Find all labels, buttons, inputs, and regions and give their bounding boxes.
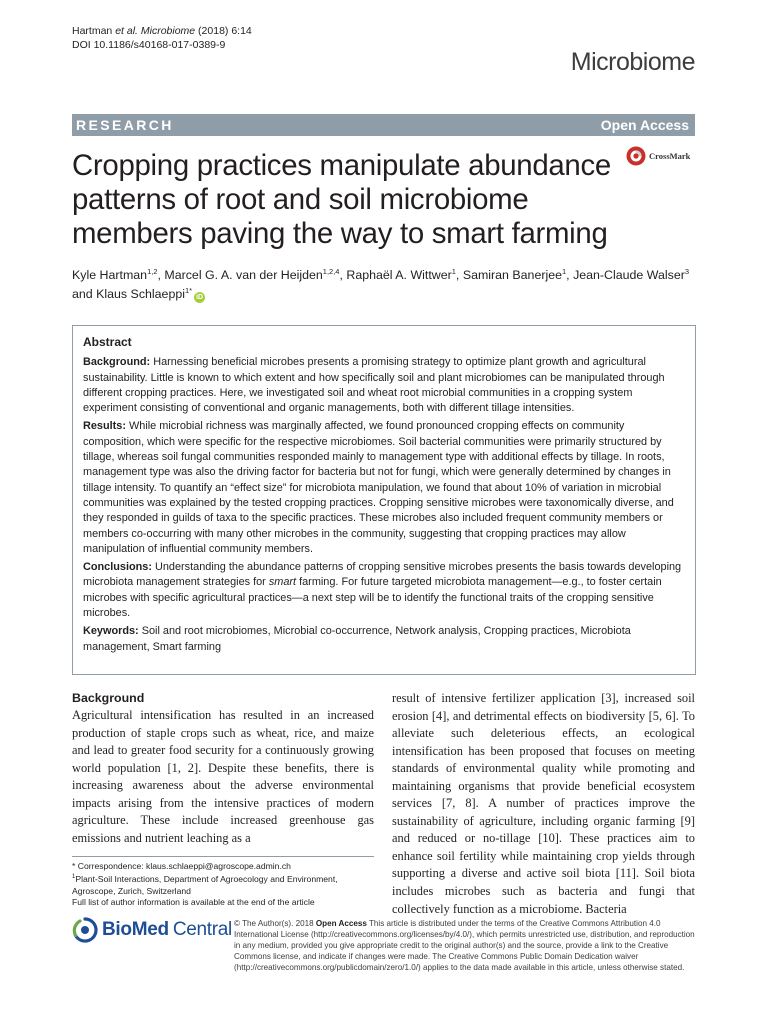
author-separator: , [455,268,463,282]
affiliation-footnote [72,872,374,897]
author-name: and Klaus Schlaeppi [72,286,185,301]
citation-header [72,24,252,52]
abstract-heading: Abstract [83,335,132,349]
citation-year: (2018) 6:14 [195,25,252,37]
orcid-icon[interactable]: iD [196,293,204,301]
author-affiliation: 1* [184,285,193,295]
crossmark-label: CrossMark [649,151,691,161]
license-text: This article is distributed under the terms of the Creative Commons Attribution 4.0 International License (http://creativecommons.org/licenses/by/4.0/), which permits unrestricted use, distribution, and reproduction in any medium, provided you give appropriate credit to the original author(s) and the source, provide a link to the Creative Commons license, and indicate if changes were made. The Creative Commons Public Domain Dedication waiver (http://creativecommons.org/publicdomain/zero/1.0/) applies to the data made available in this article, unless otherwise stated. [234,919,695,973]
citation-authors: Hartman [72,25,116,37]
author-list [72,266,697,303]
author-name: Raphaël A. Wittwer [346,268,452,282]
abstract-background-text: Harnessing beneficial microbes presents a promising strategy to optimize plant growth and agricultural sustainability. Little is known to which extent and how specifically soil and plant microbiomes can be manipulated through different cropping practices. Here, we investigated soil and wheat root microbial communities in a cropping system experiment consisting of conventional and organic managements, both with different tillage intensities. [83,356,665,415]
body-column-right [392,690,695,918]
abstract-conclusions-emphasis: smart [268,576,297,589]
publisher-name-bio: BioMed [102,919,169,940]
body-paragraph: Agricultural intensification has resulted in an increased production of staple crops such as wheat, rice, and maize and lead to greater food security for a continuously growing world population [1, 2]. Despite these benefits, there is increasing awareness about the adverse environmental impacts arising from the intensive practices of modern agriculture. These include increased greenhouse gas emissions and nutrient leaching as a [72,708,374,845]
section-banner [72,114,695,136]
author-affiliation: 3 [684,266,690,276]
license-statement [234,918,696,973]
license-lead: © The Author(s). 2018 [234,919,316,928]
author-name: Jean-Claude Walser [573,268,685,282]
abstract-box [72,325,696,675]
citation-journal: Microbiome [137,25,196,37]
doi-line[interactable]: DOI 10.1186/s40168-017-0389-9 [72,39,226,51]
author[interactable] [463,268,566,282]
footnotes [72,856,374,908]
crossmark-badge[interactable] [626,146,690,166]
abstract-conclusions-label: Conclusions: [83,561,152,574]
publisher-name-central: Central [172,919,232,940]
abstract-conclusions-text: Understanding the abundance patterns of cropping sensitive microbes presents the basis towards developing microbiota management strategies for [83,561,682,589]
biomed-central-logo-icon [72,917,98,943]
author-separator: , [566,268,574,282]
full-author-list-note: Full list of author information is available at the end of the article [72,897,315,908]
keywords-label: Keywords: [83,625,139,638]
journal-name: Microbiome [570,48,695,76]
abstract-conclusions [83,560,685,621]
author[interactable] [72,287,192,301]
citation-etal: et al. [115,25,138,37]
abstract-results-text: While microbial richness was marginally affected, we found pronounced cropping effects on community composition, which were specific for the respective microbiomes. Soil bacterial communities were primarily structured by tillage, whereas soil fungal communities responded mainly to management type with additional effects by tillage. In roots, management type was also the driving factor for bacteria but not for fungi, which were generally determined by changes in tillage intensity. To quantify an “effect size” for microbiota manipulation, we found that about 10% of variation in microbial communities was explained by the tested cropping practices. Cropping sensitive microbes were taxonomically diverse, and they responded in guilds of taxa to the specific practices. These microbes also included frequent community members or members co-occurring with many other microbes in the community, suggesting that cropping practices may allow manipulation of influential community members. [83,420,674,555]
abstract-conclusions-text-2: farming. For future targeted microbiota management—e.g., to foster certain microbes with specific agricultural practices—a next step will be to identify the functional traits of the cropping sensitive microbes. [83,576,662,620]
abstract-results-label: Results: [83,420,126,433]
abstract-keywords [83,624,685,655]
abstract-background-label: Background: [83,356,151,369]
section-label: RESEARCH [76,117,174,133]
body-paragraph: result of intensive fertilizer application [3], increased soil erosion [4], and detrimental effects on biodiversity [5, 6]. To alleviate such deleterious effects, an ecological intensification has been proposed that focuses on meeting standards of environmental quality while promoting and maintaining organisms that provide beneficial ecosystem services [7, 8]. A number of practices improve the sustainability of agriculture, including organic farming [9] and reduced or no-tillage [10]. These practices aim to enhance soil fertility while maintaining crop yields through supporting a diverse and active soil biota [11]. Soil biota includes microbes such as bacteria and fungi that collectively function as a microbiome. Bacteria [392,691,695,916]
keywords-text: Soil and root microbiomes, Microbial co-occurrence, Network analysis, Cropping practices, Microbiota management, Smart farming [83,625,631,653]
author-separator: , [157,268,165,282]
author-affiliation: 1,2 [147,266,158,276]
publisher-logo [72,917,232,943]
author[interactable] [164,268,339,282]
author-affiliation: 1 [562,266,567,276]
body-column-left [72,690,374,847]
article-title: Cropping practices manipulate abundance patterns of root and soil microbiome members paving the way to smart farming [72,149,611,250]
affiliation-mark: 1 [72,874,76,881]
author[interactable] [72,268,158,282]
author[interactable] [346,268,456,282]
author-affiliation: 1 [451,266,456,276]
author-separator: , [339,268,347,282]
author[interactable] [573,268,689,282]
license-open-access: Open Access [315,919,367,928]
section-heading-background: Background [72,691,145,705]
author-name: Marcel G. A. van der Heijden [164,268,323,282]
citation-line [72,24,252,38]
author-name: Samiran Banerjee [462,268,562,282]
author-name: Kyle Hartman [72,268,148,282]
affiliation-text: Plant-Soil Interactions, Department of Agroecology and Environment, Agroscope, Zurich, Switzerland [72,874,338,896]
abstract-background [83,355,685,416]
correspondence[interactable]: * Correspondence: klaus.schlaeppi@agroscope.admin.ch [72,861,291,871]
crossmark-icon [626,146,646,166]
author-affiliation: 1,2,4 [322,266,340,276]
open-access-label: Open Access [600,117,689,133]
abstract-results [83,419,685,557]
